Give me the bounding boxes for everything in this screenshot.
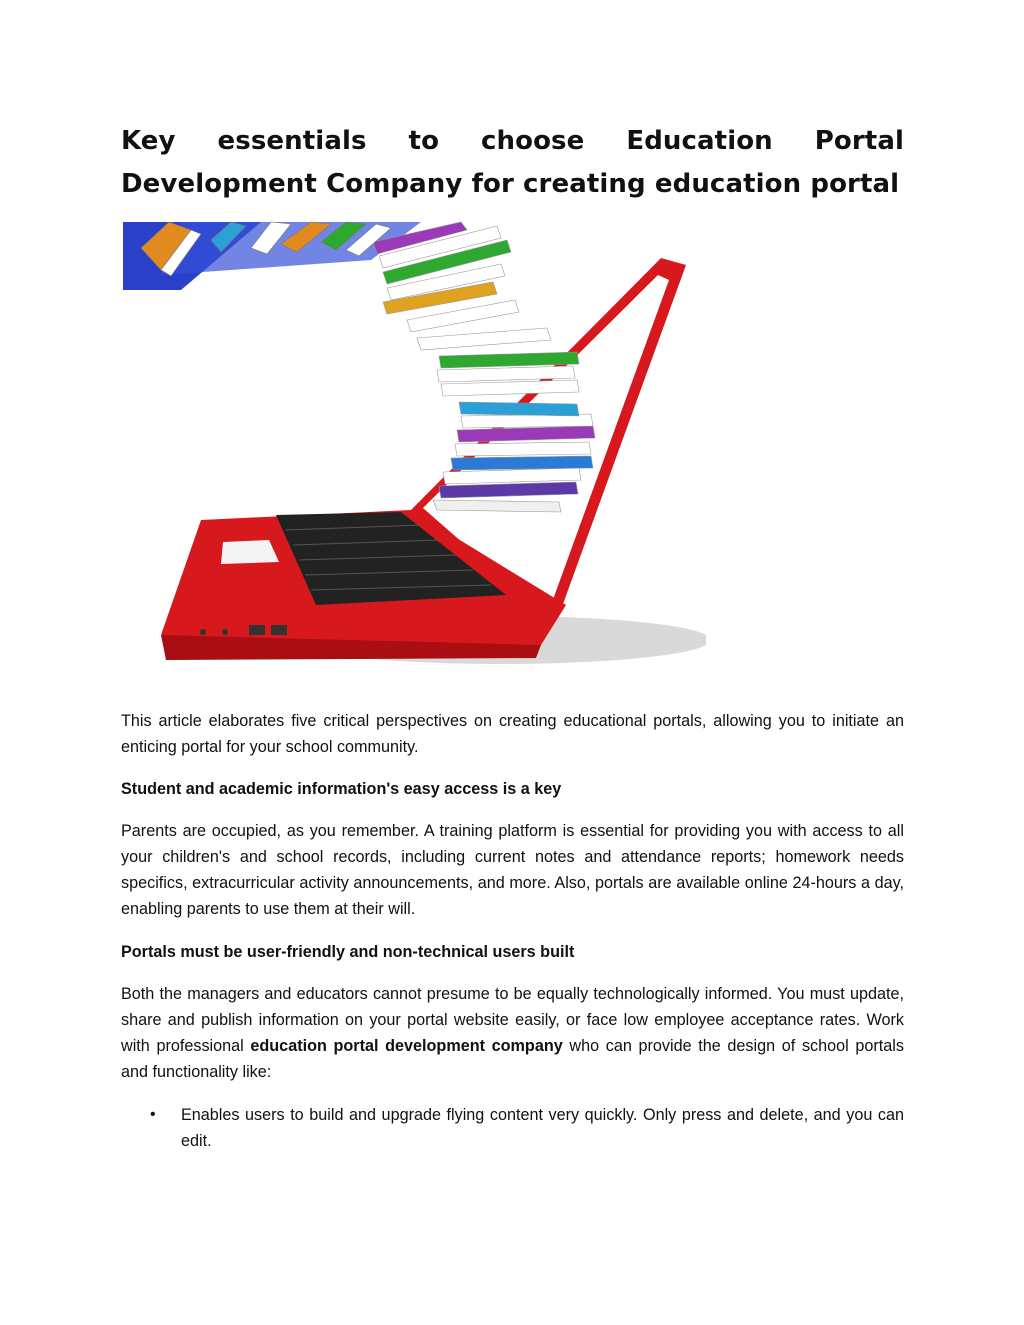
list-item bbox=[150, 1102, 904, 1154]
section1-paragraph: Parents are occupied, as you remember. A training platform is essential for providing you with access to all your children's and school records, including current notes and attendance reports; homework needs specifics, extracurricular activity announcements, and more. Also, portals are available online 24-hours a day, enabling parents to use them at their will. bbox=[121, 822, 904, 918]
section1-heading: Student and academic information's easy access is a key bbox=[121, 780, 562, 798]
education-portal-company-link[interactable]: education portal development company bbox=[250, 1037, 563, 1055]
section2-text-before: Both the managers and educators cannot presume to be equally technologically informed. You must update, share and publish information on your portal website easily, or face low employee acceptance rates. Work with professional bbox=[121, 985, 904, 1055]
section2-paragraph bbox=[121, 981, 904, 1085]
bullet-icon: • bbox=[150, 1106, 156, 1123]
section2-text-after: who can provide the design of school portals and functionality like: bbox=[121, 1037, 904, 1081]
list-item-text: Enables users to build and upgrade flying content very quickly. Only press and delete, and you can edit. bbox=[181, 1106, 904, 1150]
laptop-books-illustration bbox=[121, 220, 706, 665]
intro-paragraph: This article elaborates five critical perspectives on creating educational portals, allowing you to initiate an enticing portal for your school community. bbox=[121, 712, 904, 756]
section2-heading: Portals must be user-friendly and non-technical users built bbox=[121, 943, 575, 961]
document-title: Key essentials to choose Education Portal Development Company for creating education portal bbox=[121, 126, 904, 199]
